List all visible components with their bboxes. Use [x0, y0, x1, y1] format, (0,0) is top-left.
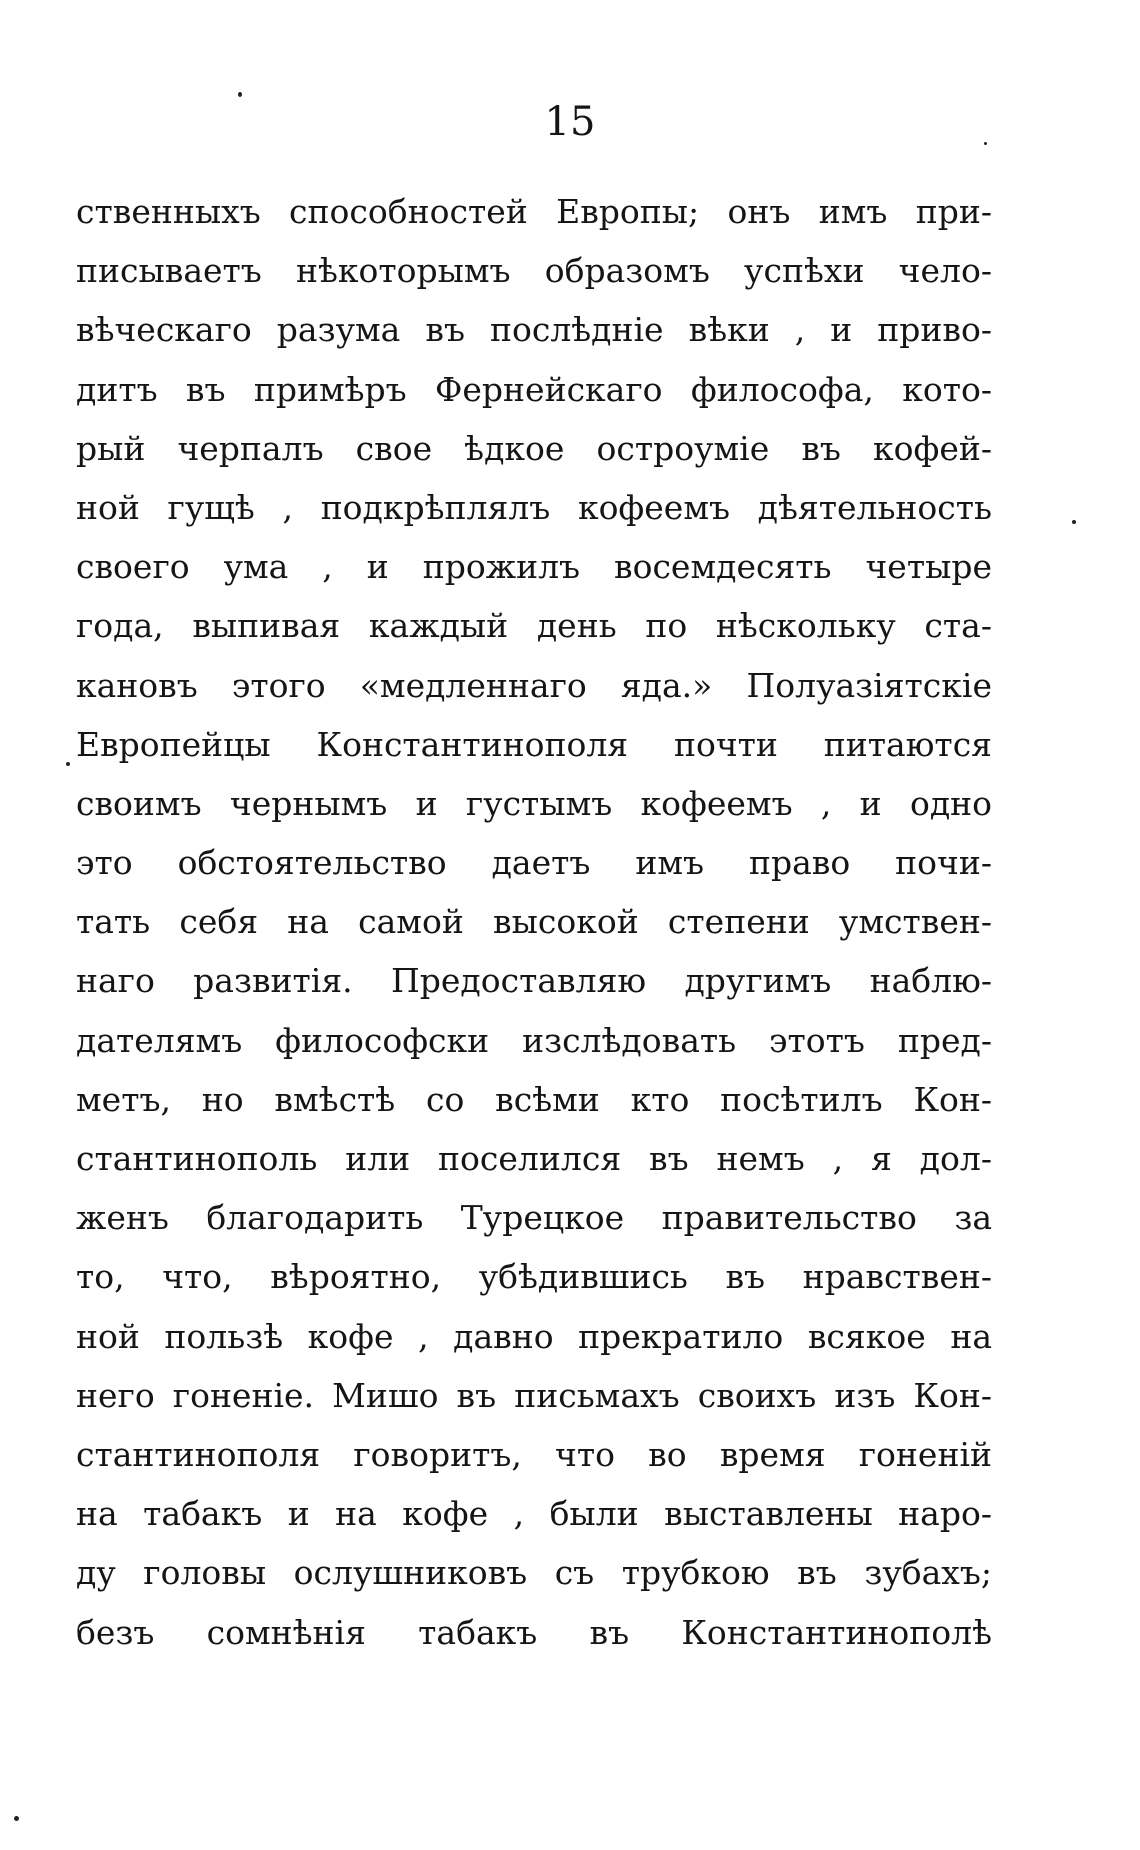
text-line: ственныхъ способностей Европы; онъ имъ при-	[76, 192, 992, 231]
text-line: вѣческаго разума въ послѣдніе вѣки , и приво-	[76, 310, 992, 350]
text-line: писываетъ нѣкоторымъ образомъ успѣхи чело-	[76, 251, 992, 291]
text-line: это обстоятельство даетъ имъ право почи-	[76, 843, 992, 883]
scan-speck	[984, 142, 987, 145]
text-line: стантинополя говоритъ, что во время гоненій	[76, 1434, 992, 1474]
text-line: дитъ въ примѣръ Фернейскаго философа, кото-	[76, 369, 992, 409]
scan-speck	[14, 1816, 19, 1821]
text-line: метъ, но вмѣстѣ со всѣми кто посѣтилъ Кон-	[76, 1079, 992, 1119]
text-line: ной гущѣ , подкрѣплялъ кофеемъ дѣятельность	[76, 487, 992, 527]
text-line: своего ума , и прожилъ восемдесять четыре	[76, 547, 992, 587]
body-text	[76, 182, 992, 1662]
text-line: то, что, вѣроятно, убѣдившись въ нравствен-	[76, 1257, 992, 1297]
text-line: безъ сомнѣнія табакъ въ Константинополѣ	[76, 1612, 992, 1652]
text-line: Европейцы Константинополя почти питаются	[76, 724, 992, 764]
scan-speck	[238, 92, 242, 97]
scan-speck	[1072, 520, 1076, 524]
scan-speck	[66, 762, 70, 766]
page-number: 15	[544, 99, 596, 145]
text-line: наго развитія. Предоставляю другимъ наблю-	[76, 961, 992, 1001]
text-line: рый черпалъ свое ѣдкое остроуміе въ кофей-	[76, 428, 992, 468]
text-line: своимъ чернымъ и густымъ кофеемъ , и одно	[76, 783, 992, 823]
text-line: на табакъ и на кофе , были выставлены наро-	[76, 1494, 992, 1534]
text-line: женъ благодарить Турецкое правительство за	[76, 1198, 992, 1238]
text-line: ной пользѣ кофе , давно прекратило всякое на	[76, 1316, 992, 1356]
text-line: кановъ этого «медленнаго яда.» Полуазіятскіе	[76, 665, 992, 705]
text-line: дателямъ философски изслѣдовать этотъ пред-	[76, 1020, 992, 1060]
text-line: ду головы ослушниковъ съ трубкою въ зубахъ;	[76, 1553, 992, 1593]
text-line: тать себя на самой высокой степени умствен-	[76, 902, 992, 942]
text-line: года, выпивая каждый день по нѣскольку ста-	[76, 606, 992, 646]
text-line: него гоненіе. Мишо въ письмахъ своихъ изъ Кон-	[76, 1375, 992, 1415]
text-line: стантинополь или поселился въ немъ , я дол-	[76, 1139, 992, 1178]
